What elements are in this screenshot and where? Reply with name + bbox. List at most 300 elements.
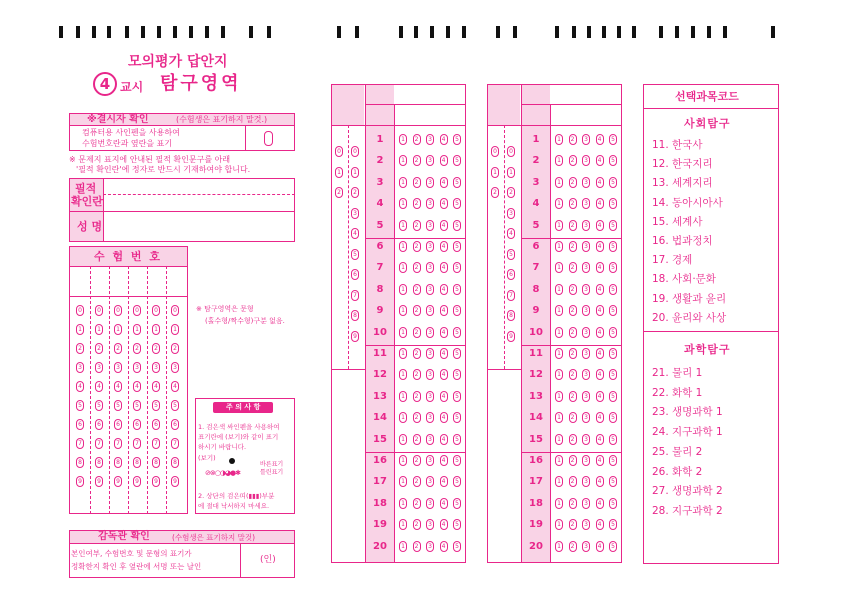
answer-bubble[interactable] xyxy=(440,284,448,295)
answer-bubble[interactable] xyxy=(453,220,461,231)
digit-bubble[interactable] xyxy=(152,457,160,468)
code-bubble[interactable] xyxy=(491,146,499,157)
answer-bubble[interactable] xyxy=(453,348,461,359)
digit-bubble[interactable] xyxy=(133,457,141,468)
answer-bubble[interactable] xyxy=(596,155,604,166)
answer-bubble[interactable] xyxy=(399,220,407,231)
answer-bubble[interactable] xyxy=(440,541,448,552)
answer-bubble[interactable] xyxy=(609,541,617,552)
panel-divider xyxy=(394,104,395,563)
answer-bubble[interactable] xyxy=(399,369,407,380)
code-bubble[interactable] xyxy=(351,187,359,198)
answer-bubble[interactable] xyxy=(555,455,563,466)
answer-bubble[interactable] xyxy=(426,177,434,188)
answer-bubble[interactable] xyxy=(413,305,421,316)
digit-bubble[interactable] xyxy=(76,381,84,392)
answer-bubble[interactable] xyxy=(440,434,448,445)
answer-bubble[interactable] xyxy=(609,476,617,487)
answer-bubble[interactable] xyxy=(426,220,434,231)
digit-bubble[interactable] xyxy=(76,400,84,411)
answer-bubble[interactable] xyxy=(413,434,421,445)
answer-bubble[interactable] xyxy=(609,155,617,166)
digit-bubble[interactable] xyxy=(114,476,122,487)
answer-bubble[interactable] xyxy=(555,412,563,423)
answer-bubble[interactable] xyxy=(596,305,604,316)
answer-bubble[interactable] xyxy=(582,327,590,338)
answer-bubble[interactable] xyxy=(453,155,461,166)
choice-label: 4 xyxy=(441,371,446,379)
answer-bubble[interactable] xyxy=(569,198,577,209)
answer-bubble[interactable] xyxy=(399,198,407,209)
answer-bubble[interactable] xyxy=(582,412,590,423)
answer-bubble[interactable] xyxy=(596,369,604,380)
answer-bubble[interactable] xyxy=(440,369,448,380)
answer-bubble[interactable] xyxy=(413,155,421,166)
digit-bubble[interactable] xyxy=(114,305,122,316)
code-bubble[interactable] xyxy=(351,167,359,178)
answer-bubble[interactable] xyxy=(596,134,604,145)
answer-bubble[interactable] xyxy=(596,412,604,423)
answer-bubble[interactable] xyxy=(609,434,617,445)
answer-bubble[interactable] xyxy=(453,369,461,380)
answer-bubble[interactable] xyxy=(569,327,577,338)
digit-bubble[interactable] xyxy=(95,381,103,392)
digit-bubble[interactable] xyxy=(171,438,179,449)
answer-bubble[interactable] xyxy=(453,412,461,423)
absentee-title-note: (수험생은 표기하지 말것.) xyxy=(176,115,268,124)
answer-bubble[interactable] xyxy=(609,134,617,145)
answer-bubble[interactable] xyxy=(453,134,461,145)
answer-bubble[interactable] xyxy=(426,541,434,552)
answer-bubble[interactable] xyxy=(426,519,434,530)
answer-bubble[interactable] xyxy=(555,177,563,188)
answer-bubble[interactable] xyxy=(413,284,421,295)
answer-bubble[interactable] xyxy=(453,198,461,209)
answer-bubble[interactable] xyxy=(399,155,407,166)
answer-bubble[interactable] xyxy=(582,305,590,316)
answer-bubble[interactable] xyxy=(609,391,617,402)
answer-bubble[interactable] xyxy=(555,284,563,295)
digit-bubble[interactable] xyxy=(95,438,103,449)
answer-bubble[interactable] xyxy=(399,476,407,487)
answer-bubble[interactable] xyxy=(555,498,563,509)
answer-bubble[interactable] xyxy=(440,327,448,338)
answer-bubble[interactable] xyxy=(413,391,421,402)
answer-bubble[interactable] xyxy=(569,476,577,487)
digit-bubble[interactable] xyxy=(114,362,122,373)
answer-bubble[interactable] xyxy=(569,369,577,380)
answer-bubble[interactable] xyxy=(596,498,604,509)
answer-bubble[interactable] xyxy=(555,541,563,552)
answer-bubble[interactable] xyxy=(426,476,434,487)
answer-bubble[interactable] xyxy=(453,327,461,338)
digit-bubble[interactable] xyxy=(152,400,160,411)
subject-field[interactable] xyxy=(551,85,621,104)
answer-bubble[interactable] xyxy=(453,498,461,509)
digit-bubble[interactable] xyxy=(114,343,122,354)
code-bubble[interactable] xyxy=(351,249,359,260)
proctor-signature-field[interactable] xyxy=(241,544,294,577)
answer-bubble[interactable] xyxy=(555,348,563,359)
answer-bubble[interactable] xyxy=(569,498,577,509)
answer-bubble[interactable] xyxy=(582,155,590,166)
subject-field[interactable] xyxy=(395,85,465,104)
digit-bubble[interactable] xyxy=(133,476,141,487)
code-bubble[interactable] xyxy=(335,167,343,178)
answer-bubble[interactable] xyxy=(399,327,407,338)
digit-bubble[interactable] xyxy=(152,438,160,449)
code-bubble[interactable] xyxy=(507,208,515,219)
question-number: 2 xyxy=(376,155,384,167)
code-bubble[interactable] xyxy=(335,146,343,157)
answer-bubble[interactable] xyxy=(453,305,461,316)
code-bubble[interactable] xyxy=(351,146,359,157)
answer-bubble[interactable] xyxy=(399,262,407,273)
answer-bubble[interactable] xyxy=(582,220,590,231)
answer-bubble[interactable] xyxy=(596,327,604,338)
digit-bubble[interactable] xyxy=(76,305,84,316)
answer-bubble[interactable] xyxy=(609,412,617,423)
digit-bubble[interactable] xyxy=(76,419,84,430)
answer-bubble[interactable] xyxy=(582,455,590,466)
answer-bubble[interactable] xyxy=(399,305,407,316)
answer-bubble[interactable] xyxy=(569,220,577,231)
answer-bubble[interactable] xyxy=(413,327,421,338)
answer-bubble[interactable] xyxy=(569,155,577,166)
digit-bubble[interactable] xyxy=(95,343,103,354)
answer-bubble[interactable] xyxy=(413,519,421,530)
answer-bubble[interactable] xyxy=(596,541,604,552)
answer-bubble[interactable] xyxy=(555,198,563,209)
digit-bubble[interactable] xyxy=(114,324,122,335)
answer-bubble[interactable] xyxy=(609,262,617,273)
answer-bubble[interactable] xyxy=(555,369,563,380)
answer-bubble[interactable] xyxy=(555,220,563,231)
digit-bubble[interactable] xyxy=(133,381,141,392)
answer-bubble[interactable] xyxy=(453,519,461,530)
answer-bubble[interactable] xyxy=(440,476,448,487)
answer-bubble[interactable] xyxy=(440,498,448,509)
digit-bubble[interactable] xyxy=(95,457,103,468)
answer-bubble[interactable] xyxy=(399,177,407,188)
answer-bubble[interactable] xyxy=(440,348,448,359)
answer-bubble[interactable] xyxy=(399,134,407,145)
answer-bubble[interactable] xyxy=(440,198,448,209)
answer-bubble[interactable] xyxy=(582,476,590,487)
answer-bubble[interactable] xyxy=(453,391,461,402)
answer-bubble[interactable] xyxy=(399,455,407,466)
digit-bubble[interactable] xyxy=(152,419,160,430)
answer-bubble[interactable] xyxy=(582,348,590,359)
code-bubble[interactable] xyxy=(351,331,359,342)
answer-bubble[interactable] xyxy=(609,369,617,380)
answer-bubble[interactable] xyxy=(596,455,604,466)
digit-bubble[interactable] xyxy=(76,457,84,468)
answer-bubble[interactable] xyxy=(440,241,448,252)
answer-bubble[interactable] xyxy=(582,284,590,295)
answer-bubble[interactable] xyxy=(582,177,590,188)
digit-bubble[interactable] xyxy=(114,419,122,430)
name-field[interactable] xyxy=(104,212,294,241)
digit-bubble[interactable] xyxy=(76,476,84,487)
answer-bubble[interactable] xyxy=(582,198,590,209)
answer-bubble[interactable] xyxy=(426,455,434,466)
answer-bubble[interactable] xyxy=(440,412,448,423)
answer-bubble[interactable] xyxy=(426,348,434,359)
answer-bubble[interactable] xyxy=(569,412,577,423)
answer-bubble[interactable] xyxy=(426,305,434,316)
answer-bubble[interactable] xyxy=(609,284,617,295)
answer-bubble[interactable] xyxy=(399,284,407,295)
answer-bubble[interactable] xyxy=(555,519,563,530)
answer-bubble[interactable] xyxy=(609,498,617,509)
answer-bubble[interactable] xyxy=(582,434,590,445)
answer-bubble[interactable] xyxy=(426,155,434,166)
answer-bubble[interactable] xyxy=(609,455,617,466)
digit-bubble[interactable] xyxy=(152,343,160,354)
answer-bubble[interactable] xyxy=(413,198,421,209)
answer-bubble[interactable] xyxy=(399,434,407,445)
choice-label: 5 xyxy=(455,243,459,250)
answer-bubble[interactable] xyxy=(609,348,617,359)
answer-bubble[interactable] xyxy=(596,476,604,487)
answer-bubble[interactable] xyxy=(609,220,617,231)
digit-bubble[interactable] xyxy=(171,457,179,468)
code-bubble[interactable] xyxy=(351,228,359,239)
answer-bubble[interactable] xyxy=(582,391,590,402)
answer-bubble[interactable] xyxy=(426,284,434,295)
answer-bubble[interactable] xyxy=(596,262,604,273)
answer-bubble[interactable] xyxy=(453,455,461,466)
code-bubble[interactable] xyxy=(351,310,359,321)
answer-bubble[interactable] xyxy=(582,134,590,145)
answer-bubble[interactable] xyxy=(440,155,448,166)
digit-bubble[interactable] xyxy=(95,476,103,487)
answer-bubble[interactable] xyxy=(426,327,434,338)
answer-bubble[interactable] xyxy=(426,412,434,423)
answer-bubble[interactable] xyxy=(555,155,563,166)
answer-bubble[interactable] xyxy=(596,284,604,295)
answer-bubble[interactable] xyxy=(399,498,407,509)
answer-bubble[interactable] xyxy=(555,434,563,445)
code-bubble[interactable] xyxy=(507,187,515,198)
handwriting-field[interactable] xyxy=(104,179,294,210)
answer-bubble[interactable] xyxy=(569,305,577,316)
answer-bubble[interactable] xyxy=(453,434,461,445)
digit-bubble[interactable] xyxy=(95,305,103,316)
answer-bubble[interactable] xyxy=(569,391,577,402)
answer-bubble[interactable] xyxy=(555,134,563,145)
digit-bubble[interactable] xyxy=(76,324,84,335)
answer-bubble[interactable] xyxy=(596,198,604,209)
digit-bubble[interactable] xyxy=(76,343,84,354)
answer-bubble[interactable] xyxy=(609,241,617,252)
answer-bubble[interactable] xyxy=(555,476,563,487)
answer-bubble[interactable] xyxy=(596,434,604,445)
answer-bubble[interactable] xyxy=(440,305,448,316)
answer-bubble[interactable] xyxy=(426,391,434,402)
answer-bubble[interactable] xyxy=(413,177,421,188)
answer-bubble[interactable] xyxy=(555,241,563,252)
answer-bubble[interactable] xyxy=(582,262,590,273)
code-bubble[interactable] xyxy=(507,249,515,260)
answer-bubble[interactable] xyxy=(413,241,421,252)
code-bubble[interactable] xyxy=(507,167,515,178)
answer-bubble[interactable] xyxy=(413,455,421,466)
code-bubble[interactable] xyxy=(351,269,359,280)
answer-bubble[interactable] xyxy=(440,134,448,145)
answer-bubble[interactable] xyxy=(413,220,421,231)
digit-bubble[interactable] xyxy=(114,438,122,449)
digit-bubble[interactable] xyxy=(133,419,141,430)
answer-bubble[interactable] xyxy=(569,434,577,445)
answer-bubble[interactable] xyxy=(413,348,421,359)
answer-bubble[interactable] xyxy=(582,519,590,530)
answer-bubble[interactable] xyxy=(413,498,421,509)
answer-bubble[interactable] xyxy=(426,369,434,380)
digit-bubble[interactable] xyxy=(133,400,141,411)
code-bubble[interactable] xyxy=(491,187,499,198)
digit-bubble[interactable] xyxy=(171,305,179,316)
code-bubble[interactable] xyxy=(491,167,499,178)
answer-bubble[interactable] xyxy=(569,177,577,188)
code-digit: 5 xyxy=(353,250,357,258)
answer-bubble[interactable] xyxy=(596,241,604,252)
digit-bubble[interactable] xyxy=(133,324,141,335)
answer-bubble[interactable] xyxy=(426,498,434,509)
digit-bubble[interactable] xyxy=(95,400,103,411)
digit-bubble[interactable] xyxy=(76,362,84,373)
answer-bubble[interactable] xyxy=(596,391,604,402)
answer-bubble[interactable] xyxy=(555,305,563,316)
answer-bubble[interactable] xyxy=(399,241,407,252)
answer-bubble[interactable] xyxy=(413,262,421,273)
digit-bubble[interactable] xyxy=(152,476,160,487)
answer-bubble[interactable] xyxy=(440,455,448,466)
code-bubble[interactable] xyxy=(351,208,359,219)
digit-bubble[interactable] xyxy=(76,438,84,449)
code-bubble[interactable] xyxy=(507,310,515,321)
answer-bubble[interactable] xyxy=(596,348,604,359)
digit-bubble[interactable] xyxy=(114,400,122,411)
answer-bubble[interactable] xyxy=(569,455,577,466)
answer-bubble[interactable] xyxy=(426,241,434,252)
answer-bubble[interactable] xyxy=(596,519,604,530)
answer-bubble[interactable] xyxy=(413,134,421,145)
digit-bubble[interactable] xyxy=(171,381,179,392)
answer-bubble[interactable] xyxy=(453,541,461,552)
answer-bubble[interactable] xyxy=(440,220,448,231)
answer-bubble[interactable] xyxy=(399,541,407,552)
digit-bubble[interactable] xyxy=(171,362,179,373)
digit-bubble[interactable] xyxy=(133,305,141,316)
answer-bubble[interactable] xyxy=(582,541,590,552)
answer-bubble[interactable] xyxy=(569,348,577,359)
answer-bubble[interactable] xyxy=(413,412,421,423)
digit-bubble[interactable] xyxy=(133,438,141,449)
answer-bubble[interactable] xyxy=(582,498,590,509)
answer-bubble[interactable] xyxy=(413,541,421,552)
digit-bubble[interactable] xyxy=(152,381,160,392)
digit-bubble[interactable] xyxy=(152,362,160,373)
answer-bubble[interactable] xyxy=(555,262,563,273)
code-bubble[interactable] xyxy=(507,269,515,280)
answer-bubble[interactable] xyxy=(582,369,590,380)
answer-bubble[interactable] xyxy=(569,284,577,295)
digit-bubble[interactable] xyxy=(133,343,141,354)
digit-bubble[interactable] xyxy=(114,457,122,468)
answer-bubble[interactable] xyxy=(569,134,577,145)
answer-bubble[interactable] xyxy=(609,519,617,530)
code-bubble[interactable] xyxy=(351,290,359,301)
digit-bubble[interactable] xyxy=(114,381,122,392)
answer-bubble[interactable] xyxy=(582,241,590,252)
answer-bubble[interactable] xyxy=(569,519,577,530)
answer-bubble[interactable] xyxy=(440,391,448,402)
answer-bubble[interactable] xyxy=(569,241,577,252)
digit-bubble[interactable] xyxy=(171,476,179,487)
answer-bubble[interactable] xyxy=(453,241,461,252)
answer-bubble[interactable] xyxy=(453,177,461,188)
digit-bubble[interactable] xyxy=(95,419,103,430)
digit-bubble[interactable] xyxy=(95,324,103,335)
answer-bubble[interactable] xyxy=(453,476,461,487)
digit-bubble[interactable] xyxy=(152,324,160,335)
answer-bubble[interactable] xyxy=(596,177,604,188)
answer-bubble[interactable] xyxy=(569,262,577,273)
digit-bubble[interactable] xyxy=(95,362,103,373)
answer-bubble[interactable] xyxy=(453,262,461,273)
answer-bubble[interactable] xyxy=(555,327,563,338)
answer-bubble[interactable] xyxy=(399,391,407,402)
answer-bubble[interactable] xyxy=(609,177,617,188)
code-bubble[interactable] xyxy=(507,331,515,342)
digit-bubble[interactable] xyxy=(171,343,179,354)
answer-bubble[interactable] xyxy=(426,434,434,445)
answer-bubble[interactable] xyxy=(426,262,434,273)
digit-bubble[interactable] xyxy=(171,324,179,335)
answer-bubble[interactable] xyxy=(569,541,577,552)
answer-bubble[interactable] xyxy=(440,177,448,188)
code-digit: 9 xyxy=(509,332,513,340)
answer-bubble[interactable] xyxy=(426,134,434,145)
answer-bubble[interactable] xyxy=(399,348,407,359)
answer-bubble[interactable] xyxy=(440,262,448,273)
answer-bubble[interactable] xyxy=(426,198,434,209)
answer-bubble[interactable] xyxy=(399,412,407,423)
answer-bubble[interactable] xyxy=(609,327,617,338)
answer-bubble[interactable] xyxy=(555,391,563,402)
digit-bubble[interactable] xyxy=(171,400,179,411)
answer-bubble[interactable] xyxy=(440,519,448,530)
code-bubble[interactable] xyxy=(507,228,515,239)
answer-bubble[interactable] xyxy=(609,305,617,316)
answer-bubble[interactable] xyxy=(399,519,407,530)
absentee-mark-bubble[interactable] xyxy=(264,131,273,146)
answer-bubble[interactable] xyxy=(413,369,421,380)
answer-bubble[interactable] xyxy=(413,476,421,487)
digit-bubble[interactable] xyxy=(171,419,179,430)
code-bubble[interactable] xyxy=(507,146,515,157)
answer-bubble[interactable] xyxy=(453,284,461,295)
digit-bubble[interactable] xyxy=(152,305,160,316)
answer-bubble[interactable] xyxy=(609,198,617,209)
code-bubble[interactable] xyxy=(335,187,343,198)
answer-bubble[interactable] xyxy=(596,220,604,231)
code-bubble[interactable] xyxy=(507,290,515,301)
digit-label: 2 xyxy=(116,345,120,352)
digit-bubble[interactable] xyxy=(133,362,141,373)
